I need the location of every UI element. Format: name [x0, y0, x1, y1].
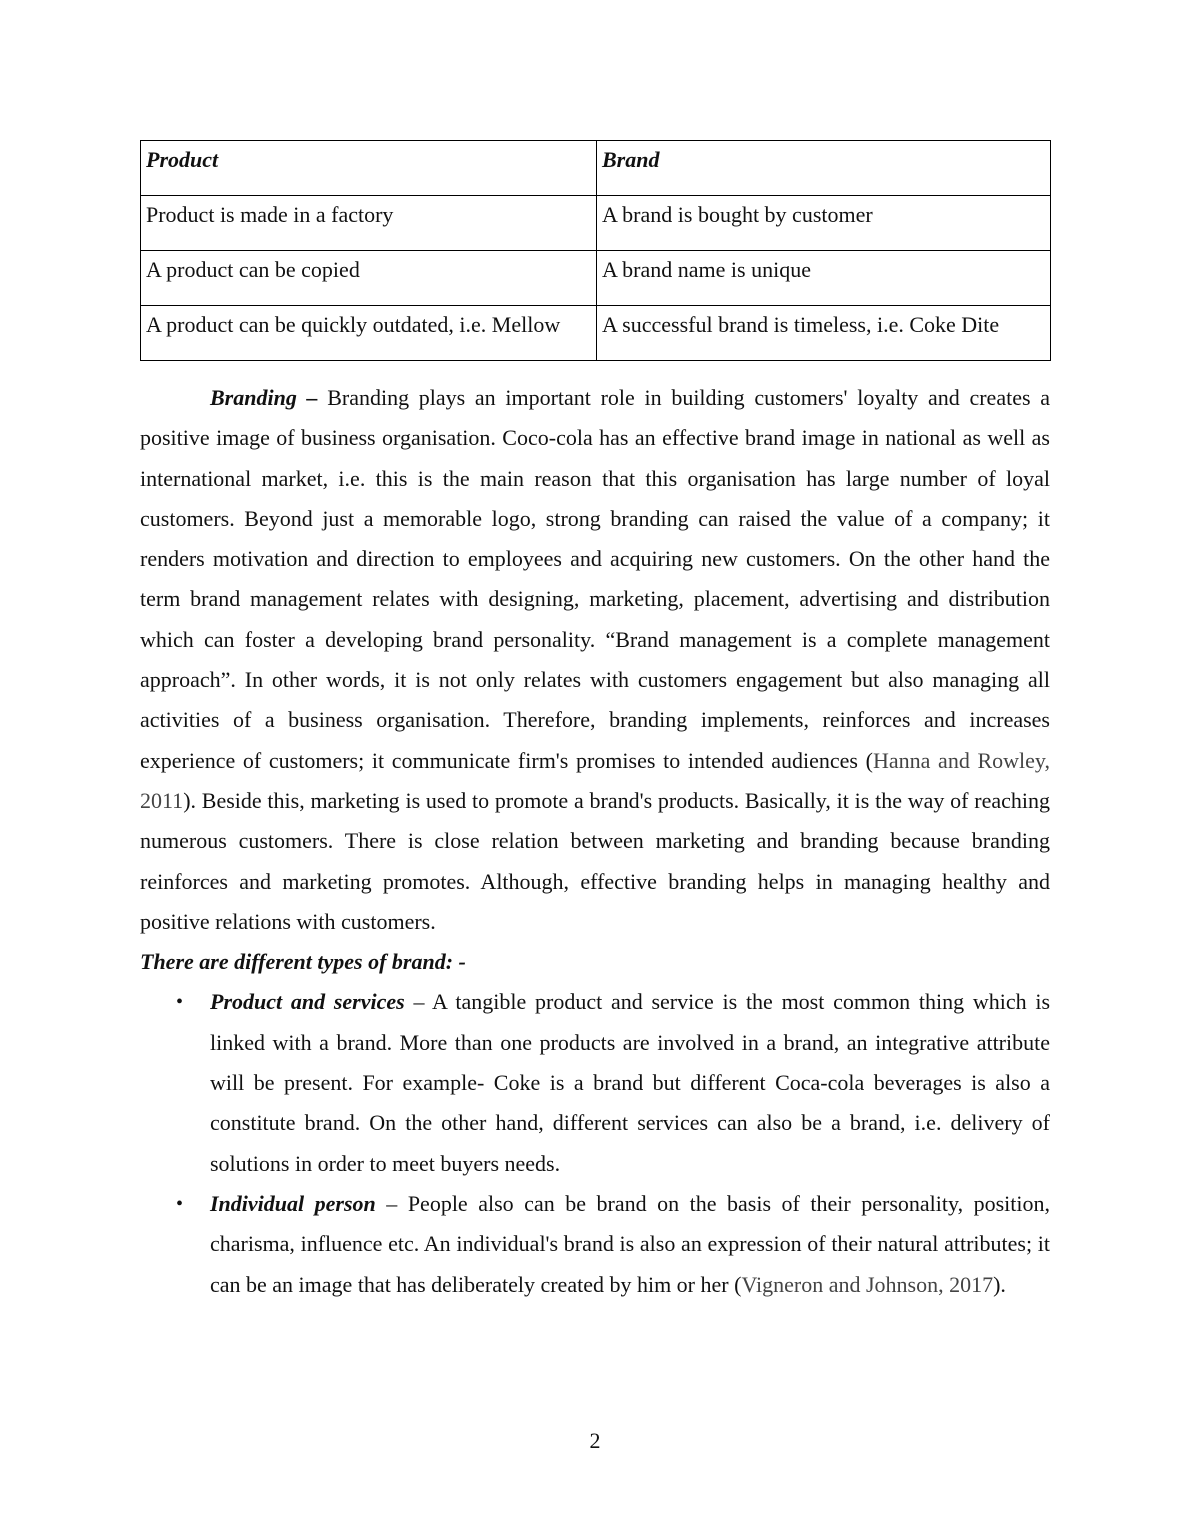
- list-item: [140, 1184, 1050, 1305]
- branding-text-end: ). Beside this, marketing is used to promote a brand's products. Basically, it is the way of reaching numerous customers. There is close relation between marketing and branding because branding reinforces and marketing promotes. Although, effective branding helps in managing healthy and positive relations with customers.: [140, 787, 1050, 934]
- cell-product: Product is made in a factory: [141, 196, 597, 251]
- branding-term: Branding –: [210, 385, 318, 410]
- header-product: Product: [141, 141, 597, 196]
- type-term: Product and services: [210, 989, 405, 1015]
- citation-vigneron-johnson: Vigneron and Johnson, 2017: [741, 1271, 994, 1297]
- type-text-end: ).: [993, 1271, 1006, 1297]
- types-heading: There are different types of brand: -: [140, 949, 466, 975]
- table-row: [141, 251, 1051, 306]
- body-text: [140, 378, 1050, 1305]
- citation-hanna-rowley: Hanna and Rowley, 2011: [140, 747, 1050, 813]
- type-text: – People also can be brand on the basis of their personality, position, charisma, influence etc. An individual's brand is also an expression of their natural attributes; it can be an image that has deliberately created by him or her (: [210, 1190, 1050, 1297]
- cell-product: A product can be copied: [141, 251, 597, 306]
- table-row: [141, 196, 1051, 251]
- page-number: 2: [589, 1428, 601, 1453]
- list-item: [140, 982, 1050, 1183]
- branding-text: Branding plays an important role in building customers' loyalty and creates a positive image of business organisation. Coco-cola has an effective brand image in national as well as international market, i.e. this is the main reason that this organisation has large number of loyal customers. Beyond just a memorable logo, strong branding can raised the value of a company; it renders motivation and direction to employees and acquiring new customers. On the other hand the term brand management relates with designing, marketing, placement, advertising and distribution which can foster a developing brand personality. “Brand management is a complete management approach”. In other words, it is not only relates with customers engagement but also managing all activities of a business organisation. Therefore, branding implements, reinforces and increases experience of customers; it communicate firm's promises to intended audiences (: [140, 385, 1050, 773]
- bullet-icon: •: [176, 991, 184, 1014]
- table-row: [141, 306, 1051, 361]
- cell-brand: A brand name is unique: [597, 251, 1051, 306]
- cell-brand: A successful brand is timeless, i.e. Coke Dite: [597, 306, 1051, 361]
- header-brand: Brand: [597, 141, 1051, 196]
- type-text: – A tangible product and service is the most common thing which is linked with a brand. More than one products are involved in a brand, an integrative attribute will be present. For example- Coke is a brand but different Coca-cola beverages is also a constitute brand. On the other hand, different services can also be a brand, i.e. delivery of solutions in order to meet buyers needs.: [210, 989, 1051, 1176]
- table-header-row: [141, 141, 1051, 196]
- product-brand-table: [140, 140, 1051, 361]
- cell-product: A product can be quickly outdated, i.e. Mellow: [141, 306, 597, 361]
- bullet-icon: •: [176, 1192, 184, 1215]
- brand-types-list: [140, 982, 1050, 1304]
- branding-paragraph: [140, 378, 1050, 942]
- type-term: Individual person: [210, 1190, 376, 1216]
- cell-brand: A brand is bought by customer: [597, 196, 1051, 251]
